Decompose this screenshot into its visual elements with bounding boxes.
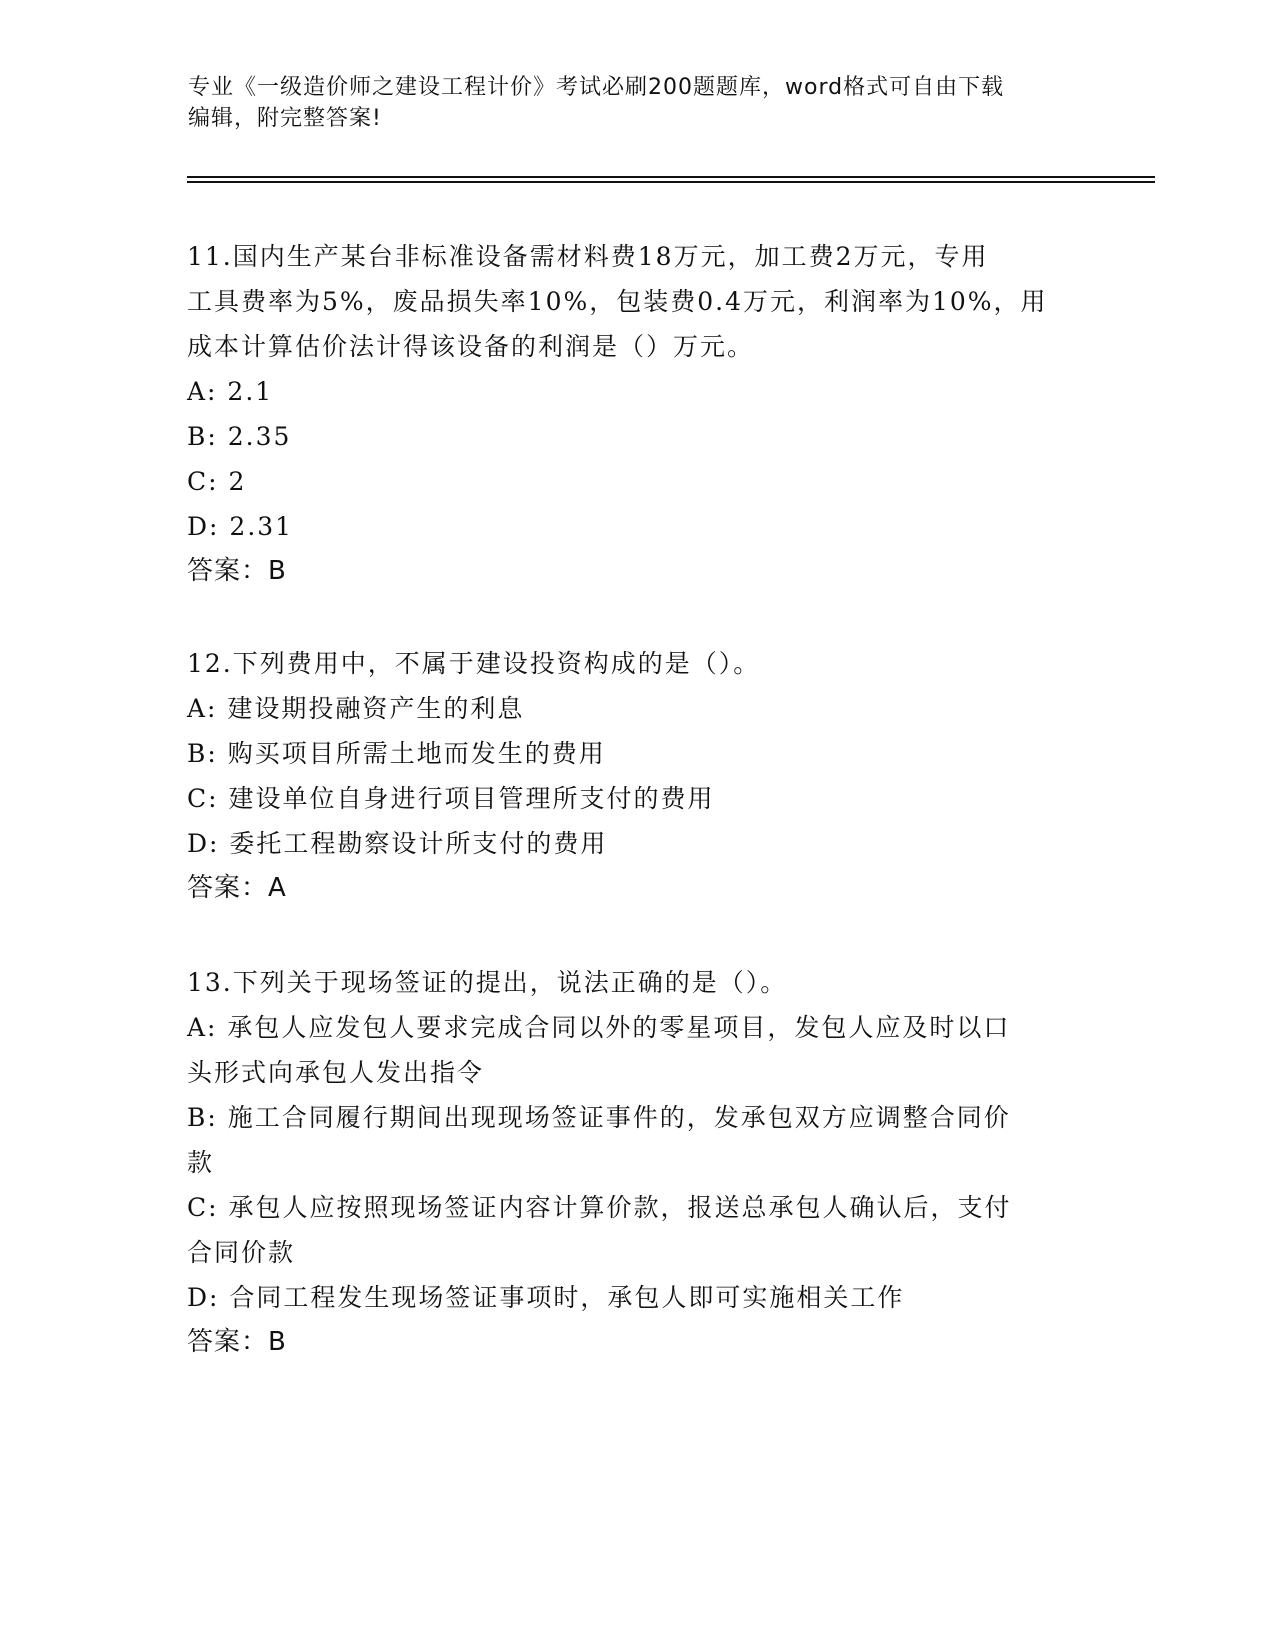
header-line-2: 编辑，附完整答案!	[188, 106, 382, 131]
question-stem-line: 11.国内生产某台非标准设备需材料费18万元，加工费2万元，专用	[187, 242, 989, 271]
answer-key: 答案：B	[187, 1327, 287, 1357]
answer-option-d: D: 2.31	[187, 512, 294, 541]
answer-option-c-line-2: 合同价款	[187, 1238, 296, 1267]
answer-option-d: D: 合同工程发生现场签证事项时，承包人即可实施相关工作	[187, 1283, 905, 1312]
header-line-1: 专业《一级造价师之建设工程计价》考试必刷200题题库，word格式可自由下载	[188, 75, 1005, 100]
answer-option-a: A: 建设期投融资产生的利息	[187, 694, 525, 723]
answer-option-c: C: 建设单位自身进行项目管理所支付的费用	[187, 784, 715, 813]
answer-option-d: D: 委托工程勘察设计所支付的费用	[187, 829, 608, 858]
answer-option-b-line-1: B: 施工合同履行期间出现现场签证事件的，发承包双方应调整合同价	[187, 1103, 1011, 1132]
question-stem-line: 13.下列关于现场签证的提出，说法正确的是（）。	[187, 968, 788, 997]
answer-option-a: A: 2.1	[187, 377, 274, 406]
header-divider-top	[187, 176, 1155, 178]
answer-option-b-line-2: 款	[187, 1148, 215, 1177]
answer-option-a-line-1: A: 承包人应发包人要求完成合同以外的零星项目，发包人应及时以口	[187, 1013, 1011, 1042]
question-stem-line: 工具费率为5%，废品损失率10%，包装费0.4万元，利润率为10%，用	[187, 287, 1048, 316]
answer-key: 答案：B	[187, 556, 287, 586]
question-12	[187, 641, 1087, 911]
document-header	[188, 72, 1068, 134]
answer-key: 答案：A	[187, 873, 287, 903]
question-11	[187, 234, 1087, 594]
question-stem-line: 成本计算估价法计得该设备的利润是（）万元。	[187, 332, 755, 361]
answer-option-c-line-1: C: 承包人应按照现场签证内容计算价款，报送总承包人确认后，支付	[187, 1193, 1012, 1222]
header-divider-bottom	[187, 181, 1155, 183]
question-13	[187, 960, 1087, 1365]
answer-option-c: C: 2	[187, 467, 247, 496]
question-number: 12.	[187, 649, 233, 678]
question-number: 11.	[187, 242, 233, 271]
question-number: 13.	[187, 968, 233, 997]
answer-option-a-line-2: 头形式向承包人发出指令	[187, 1058, 485, 1087]
answer-option-b: B: 2.35	[187, 422, 292, 451]
answer-option-b: B: 购买项目所需土地而发生的费用	[187, 739, 606, 768]
question-stem-line: 12.下列费用中，不属于建设投资构成的是（）。	[187, 649, 761, 678]
